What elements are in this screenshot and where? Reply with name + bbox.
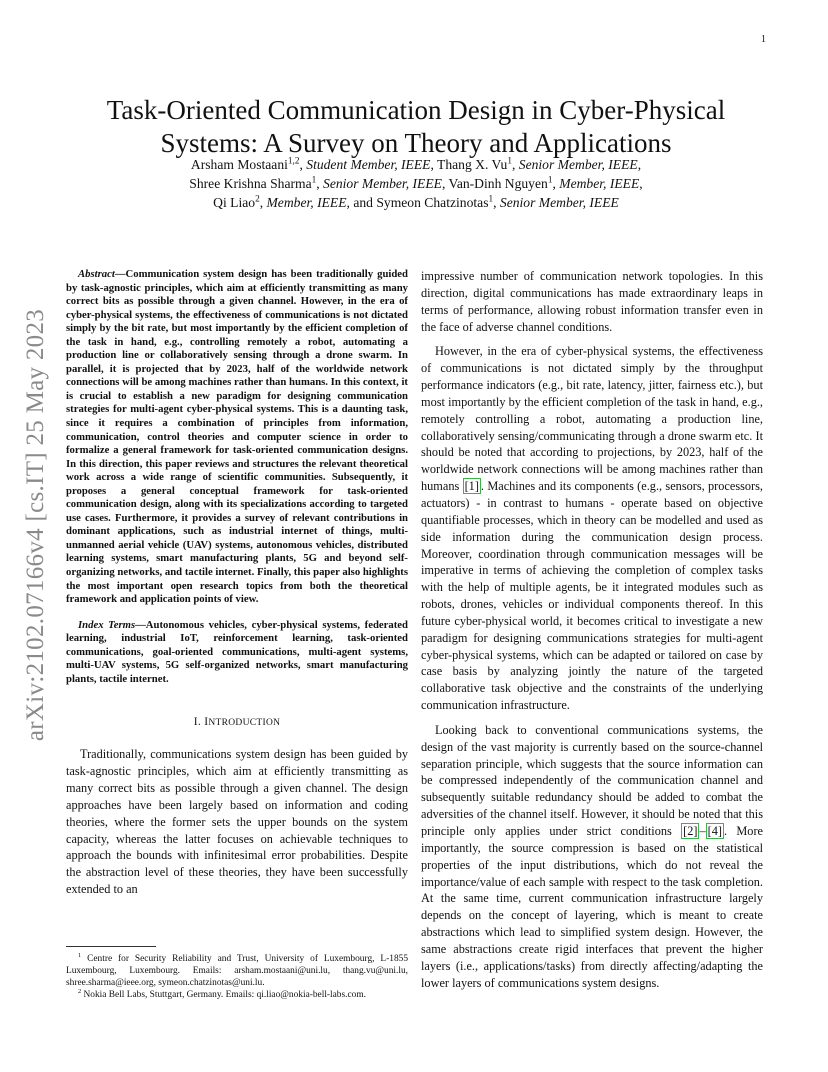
citation-link[interactable]: [2]	[683, 824, 698, 838]
author: Arsham Mostaani$^{1,2}$, Student Member, IEEE	[190, 155, 431, 172]
author: Symeon Chatzinotas$^1$, Senior Member, IEEE	[376, 193, 619, 210]
author: Van-Dinh Nguyen$^1$, Member, IEEE	[448, 174, 640, 191]
section-heading-introduction: I. INTRODUCTION	[193, 716, 281, 729]
citation-link[interactable]: [4]	[707, 824, 722, 838]
index-terms-text: —Autonomous vehicles, cyber-physical systems, federated learning, industrial IoT, reinforcement learning, task-oriented communications, goal-oriented communications, multi-agent systems, multi-UAV systems, 5G self-organized networks, smart manufacturing plants, tactile internet.	[66, 618, 408, 685]
title-line-1: Task-Oriented Communication Design in Cyber-Physical	[106, 95, 726, 126]
abstract-text: —Communication system design has been traditionally guided by task-agnostic principles, which aim at efficiently transmitting as many correct bits as possible through a given channel. However, in the era of cyber-physical systems, the effectiveness of communications is not dictated simply by the bit rate, but most importantly by the efficient completion of the task in hand, e.g., controlling remotely a robot, automating a production line or collaboratively sensing through a drone swarm. In parallel, it is projected that by 2023, half of the worldwide network connections will be among machines rather than humans. In this context, it is crucial to establish a new paradigm for designing communication strategies for multi-agent cyber-physical systems. This is a daunting task, since it requires a combination of principles from information, communication, control theories and computer science in order to formalize a general framework for task-oriented communication designs. In this direction, this paper reviews and structures the relevant theoretical work across a wide range of scientific communities. Subsequently, it proposes a general conceptual framework for task-oriented communication design, along with its specializations according to targeted use cases. Furthermore, it provides a survey of relevant contributions in dominant applications, such as industrial internet of things, multi-unmanned aerial vehicle (UAV) systems, autonomous vehicles, distributed learning systems, smart manufacturing plants, 5G and beyond self-organizing networks, and tactile internet. Finally, this paper also highlights the most important open research topics from both the theoretical framework and application points of view.	[66, 268, 408, 606]
paper-title	[66, 94, 766, 160]
abstract	[66, 268, 408, 607]
right-paragraph-1: impressive number of communication network topologies. In this direction, digital communications has made extraordinary leaps in terms of performance, allowing robust information transfer even in the face of adverse channel conditions.	[421, 269, 763, 334]
abstract-label: Abstract	[78, 268, 115, 280]
arxiv-sidebar	[20, 290, 52, 760]
author: Qi Liao$^2$, Member, IEEE	[213, 193, 347, 210]
left-column	[66, 268, 408, 906]
page-number: 1	[761, 34, 766, 45]
index-terms-label: Index Terms	[78, 618, 136, 631]
author-list: Arsham Mostaani$^{1,2}$, Student Member, IEEE, Thang X. Vu$^1$, Senior Member, IEEE, Shree Krishna Sharma$^1$, Senior Member, IEEE, Van-Dinh Nguyen$^1$, Member, IEEE, Qi Liao$^2$, Member, IEEE, and Symeon Chatzinotas$^1$, Senior Member, IEEE	[189, 155, 643, 210]
footnote-2: $^2$ Nokia Bell Labs, Stuttgart, Germany. Emails: qi.liao@nokia-bell-labs.com.	[78, 987, 366, 1000]
citation-link[interactable]: [1]	[464, 479, 479, 494]
right-column	[421, 268, 763, 999]
footnote-rule	[66, 946, 156, 947]
title-line-2: Systems: A Survey on Theory and Applications	[160, 128, 672, 159]
right-paragraph-2: However, in the era of cyber-physical systems, the effectiveness of communications is not dictated simply by the throughput performance indicators (e.g., bit rate, latency, jitter, fairness etc.), but most importantly by the efficient completion of the task in hand, e.g., remotely controlling a robot, automating a production line, collaboratively sensing/communicating through a drone swarm etc. It should be noted that according to projections, by 2023, half of the worldwide network connections will be among machines rather than humans [1] . Machines and its components (e.g., sensors, processors, actuators) - in contrast to humans - operate based on objective quantifiable processes, which in theory can be modelled and used as side information during the communication design process. Moreover, coordination through communication messages will be imperative in terms of achieving the completion of complex tasks with the help of multiple agents, be it integrated modules such as robots, drones, vehicles or individual components thereof. In this future cyber-physical world, it becomes critical to investigate a new paradigm for designing communications strategies for multi-agent cyber-physical systems, which can be adapted or tailored on case by case basis by analyzing jointly the nature of the targeted collaborative task objective and the constraints of the underlying communication infrastructure.	[421, 344, 764, 713]
author: Shree Krishna Sharma$^1$, Senior Member, IEEE	[189, 174, 442, 191]
author: Thang X. Vu$^1$, Senior Member, IEEE	[437, 155, 638, 172]
right-paragraph-3: Looking back to conventional communications systems, the design of the vast majority is currently based on the source-channel separation principle, which suggests that the source information can be compressed independently of the communication channel and subsequently suitable redundancy should be added to combat the adversities of the channel itself. However, it should be noted that this principle only applies under strict conditions [2] – [4] . More importantly, the source compression is based on the statistical properties of the input distributions, which do not reveal the importance/value of each sample with respect to the task completion. At the same time, current communication infrastructure largely depends on the concept of layering, which is meant to create abstractions which lead to simplified system design. However, the same abstractions create rigid interfaces that prevent the higher layers (i.e., applications/tasks) from directly affecting/adapting the lower layers of communications system designs.	[421, 722, 763, 990]
footnotes	[66, 947, 408, 1001]
index-terms	[66, 619, 408, 687]
footnote-1: $^1$ Centre for Security Reliability and Trust, University of Luxembourg, L-1855 Luxembourg, Luxembourg. Emails: arsham.mostaani@uni.lu, thang.vu@uni.lu, shree.sharma@ieee.org, symeon.chatzinotas@uni.lu.	[66, 951, 409, 988]
arxiv-identifier: arXiv:2102.07166v4 [cs.IT] 25 May 2023	[22, 308, 50, 742]
intro-paragraph-1: Traditionally, communications system design has been guided by task-agnostic principles, which aim at efficiently transmitting as many correct bits as possible through a given channel. The design approaches have been largely based on information and coding theories, where the former sets the upper bounds on the system capacity, whereas the latter focuses on achievable techniques to approach the bounds with infinitesimal error probabilities. Despite the abstraction level of these theories, they have been successfully extended to an	[66, 747, 408, 897]
